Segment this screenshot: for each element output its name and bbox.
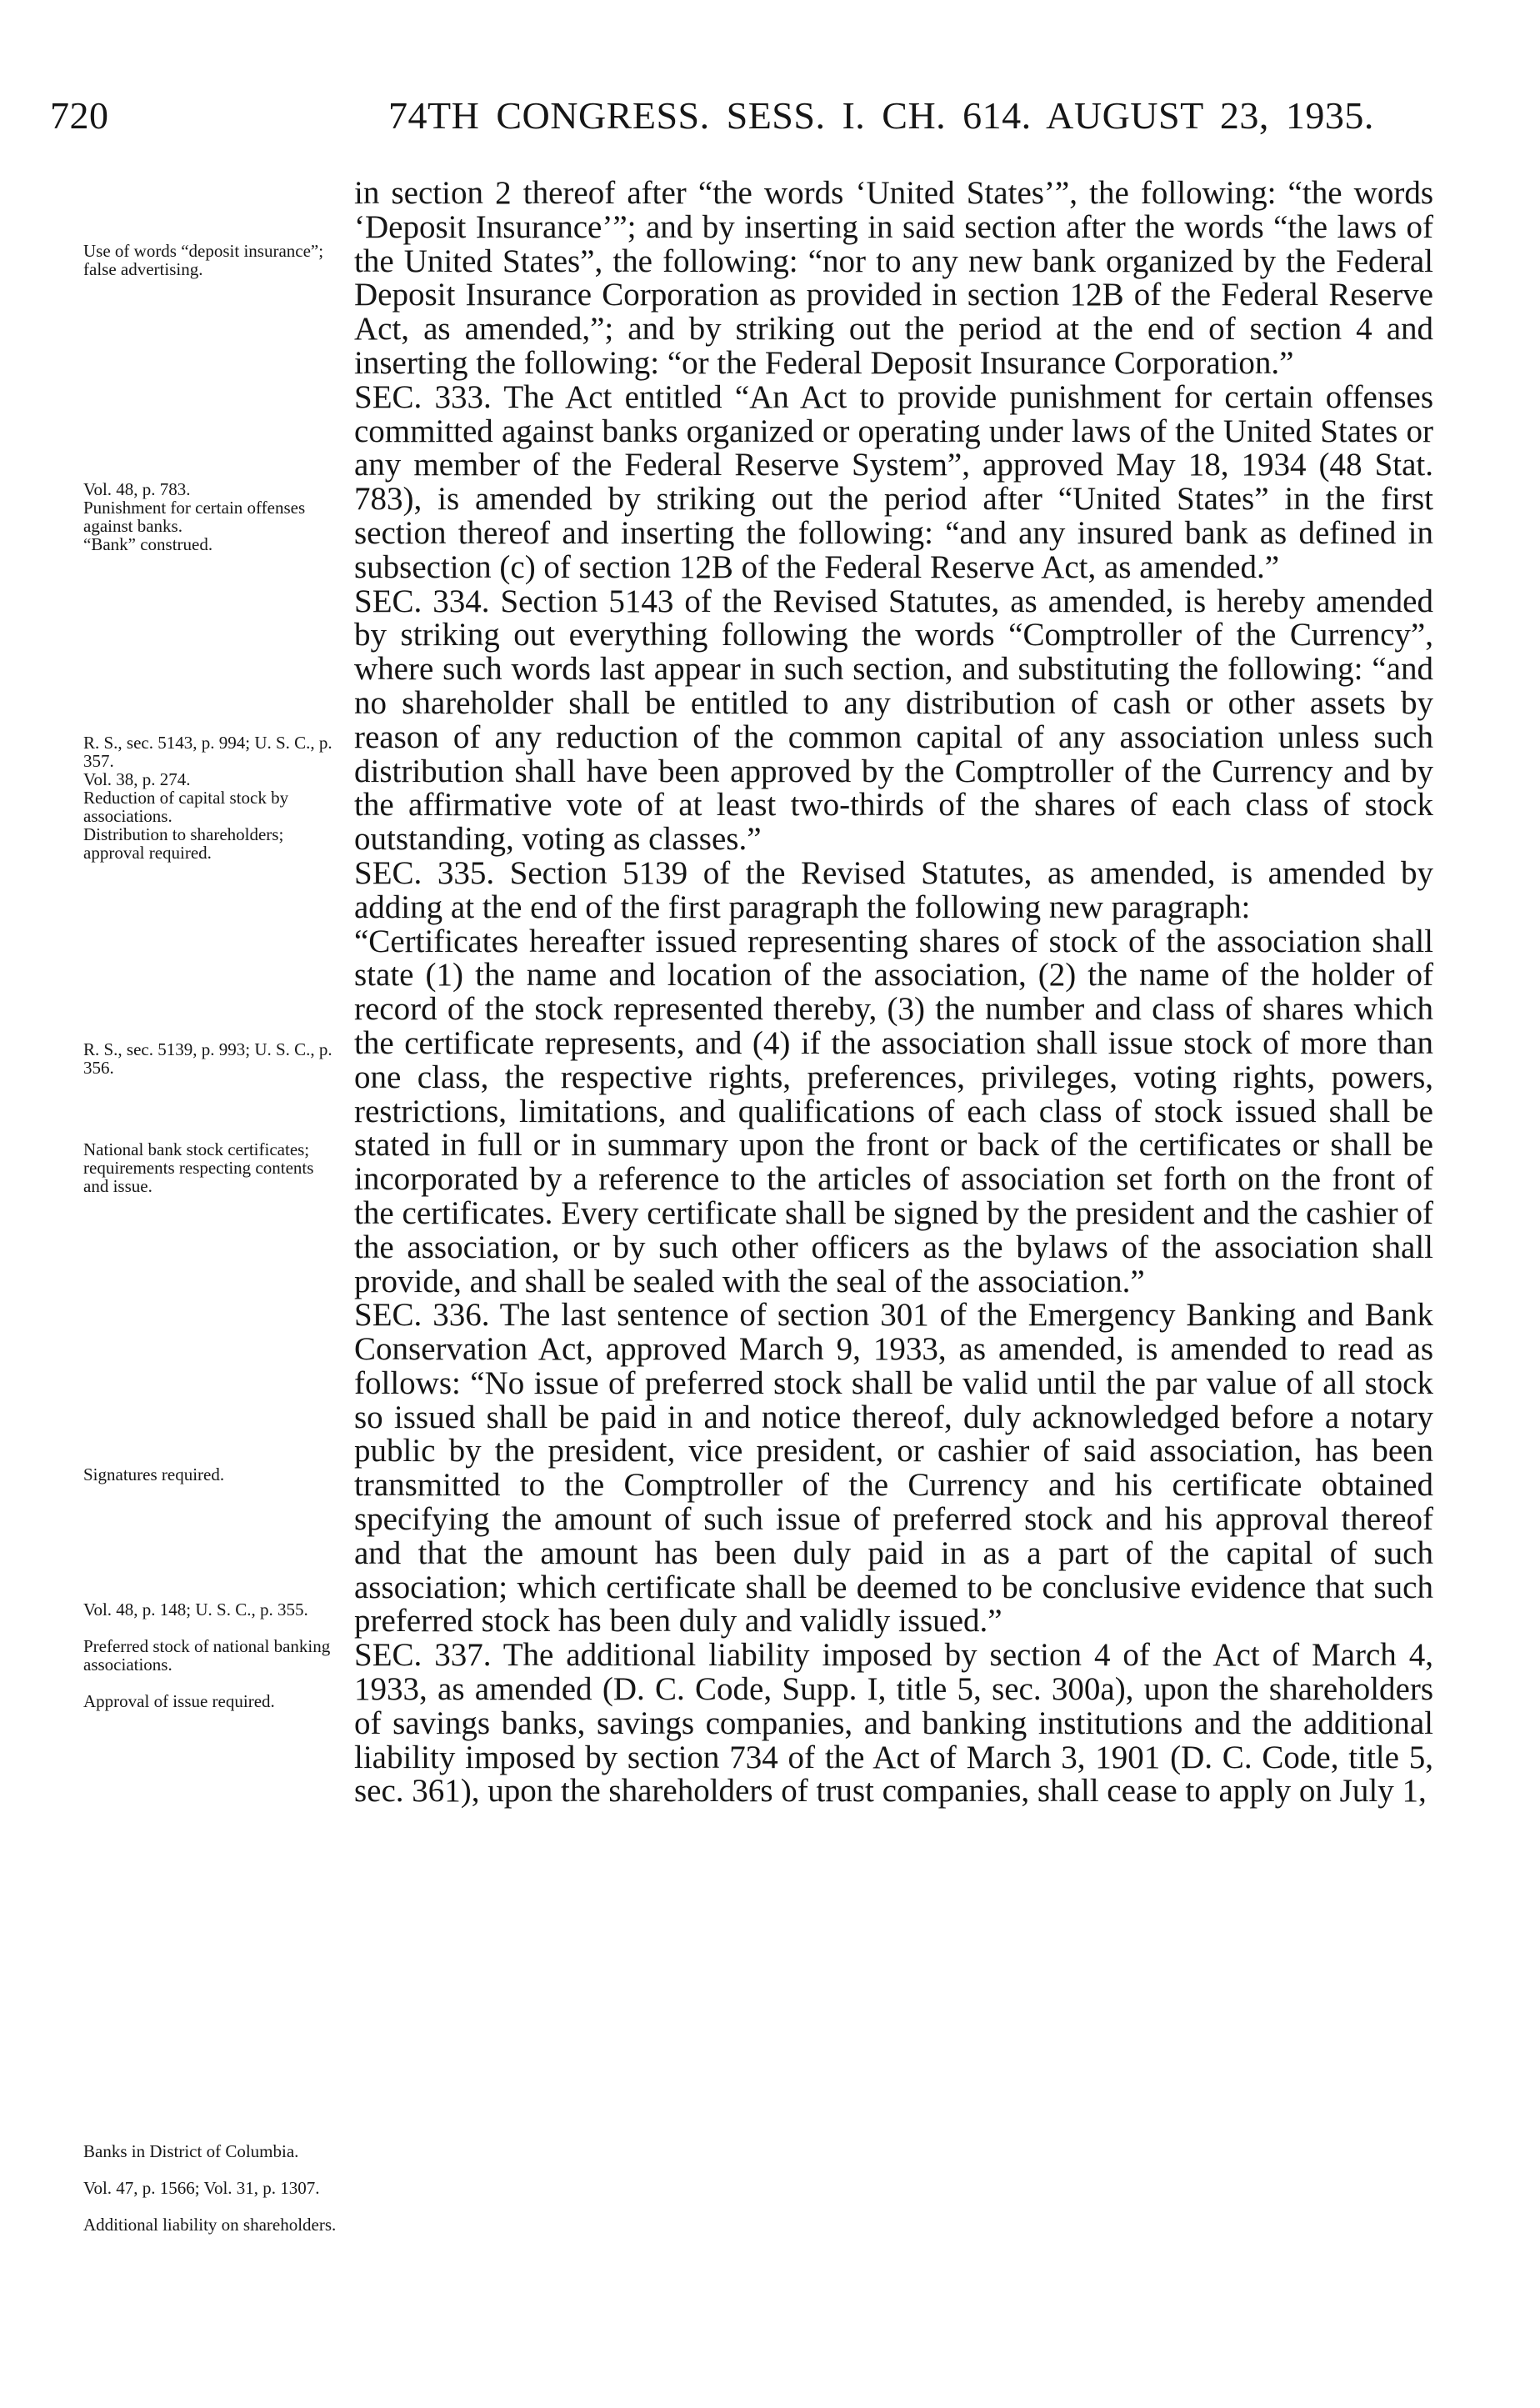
paragraph-sec-335: SEC. 335. Section 5139 of the Revised Statutes, as amended, is amended by adding at the end of the first paragraph the following new paragraph: (354, 854, 1433, 925)
paragraph-certificates-quote: “Certificates hereafter issued representing shares of stock of the association shall state (1) the name and location of the association, (2) the name of the holder of record of the stock represented thereby, (3) the number and class of shares which the certificate represents, and (4) if the association shall issue stock of more than one class, the respective rights, preferences, privileges, voting rights, powers, restrictions, limitations, and qualifications of each class of stock issued shall be stated in full or in summary upon the front or back of the certificates or shall be incorporated by a reference to the articles of association set forth on the front of the certificates. Every certificate shall be signed by the president and the cashier of the association, or by such other officers as the bylaws of the association shall provide, and shall be sealed with the seal of the association.” (354, 923, 1433, 1299)
margin-note-preferred-stock: Preferred stock of national banking associations. (83, 1636, 331, 1675)
margin-note-vol48-p783: Vol. 48, p. 783. (83, 479, 191, 499)
page-number: 720 (50, 94, 109, 137)
margin-note-rs-5139: R. S., sec. 5139, p. 993; U. S. C., p. 356. (83, 1039, 332, 1078)
margin-note-distribution: Distribution to shareholders; approval required. (83, 824, 284, 863)
margin-note-stock-certificates: National bank stock certificates; requirements respecting contents and issue. (83, 1139, 314, 1196)
margin-note-vol38-p274: Vol. 38, p. 274. (83, 769, 191, 789)
margin-note-rs-5143: R. S., sec. 5143, p. 994; U. S. C., p. 357. (83, 733, 332, 771)
margin-note-signatures: Signatures required. (83, 1464, 225, 1484)
margin-note-deposit-insurance: Use of words “deposit insurance”; false advertising. (83, 241, 324, 279)
margin-note-additional-liability: Additional liability on shareholders. (83, 2215, 337, 2235)
margin-note-reduction-capital: Reduction of capital stock by associations. (83, 788, 289, 826)
paragraph-sec-334: SEC. 334. Section 5143 of the Revised Statutes, as amended, is hereby amended by striking out everything following the words “Comptroller of the Currency”, where such words last appear in such section, and substituting the following: “and no shareholder shall be entitled to any distribution of cash or other assets by reason of any reduction of the common capital of any association unless such distribution shall have been approved by the Comptroller of the Currency and by the affirmative vote of at least two-thirds of the shares of each class of stock outstanding, voting as classes.” (354, 583, 1433, 858)
paragraph-sec-333: SEC. 333. The Act entitled “An Act to provide punishment for certain offenses committed against banks organized or operating under laws of the United States or any member of the Federal Reserve System”, approved May 18, 1934 (48 Stat. 783), is amended by striking out the period after “United States” in the first section thereof and inserting the following: “and any insured bank as defined in subsection (c) of section 12B of the Federal Reserve Act, as amended.” (354, 378, 1433, 585)
margin-note-vol48-p148: Vol. 48, p. 148; U. S. C., p. 355. (83, 1599, 308, 1620)
main-text (354, 177, 1433, 1809)
margin-note-bank-construed: “Bank” construed. (83, 534, 213, 554)
margin-note-approval-issue: Approval of issue required. (83, 1691, 275, 1711)
margin-note-punishment: Punishment for certain offenses against banks. (83, 498, 306, 536)
paragraph-sec-337: SEC. 337. The additional liability imposed by section 4 of the Act of March 4, 1933, as amended (D. C. Code, Supp. I, title 5, sec. 300a), upon the shareholders of savings banks, savings companies, and banking institutions and the additional liability imposed by section 734 of the Act of March 3, 1901 (D. C. Code, title 5, sec. 361), upon the shareholders of trust companies, shall cease to apply on July 1, (354, 1637, 1433, 1810)
paragraph-sec-336: SEC. 336. The last sentence of section 301 of the Emergency Banking and Bank Conservation Act, approved March 9, 1933, as amended, is amended to read as follows: “No issue of preferred stock shall be valid until the par value of all stock so issued shall be paid in and notice thereof, duly acknowledged before a notary public by the president, vice president, or cashier of said association, has been transmitted to the Comptroller of the Currency and his certificate obtained specifying the amount of such issue of preferred stock and his approval thereof and that the amount has been duly paid in as a part of the capital of such association; which certificate shall be deemed to be conclusive evidence that such preferred stock has been duly and validly issued.” (354, 1297, 1433, 1640)
running-header: 74TH CONGRESS. SESS. I. CH. 614. AUGUST 23, 1935. (388, 94, 1374, 137)
margin-note-vol47-p1566: Vol. 47, p. 1566; Vol. 31, p. 1307. (83, 2178, 320, 2198)
margin-note-district-columbia: Banks in District of Columbia. (83, 2141, 299, 2161)
paragraph-continuation: in section 2 thereof after “the words ‘United States’”, the following: “the words ‘Deposit Insurance’”; and by inserting in said section after the words “the laws of the United States”, the following: “nor to any new bank organized by the Federal Deposit Insurance Corporation as provided in section 12B of the Federal Reserve Act, as amended,”; and by striking out the period at the end of section 4 and inserting the following: “or the Federal Deposit Insurance Corporation.” (354, 175, 1433, 381)
